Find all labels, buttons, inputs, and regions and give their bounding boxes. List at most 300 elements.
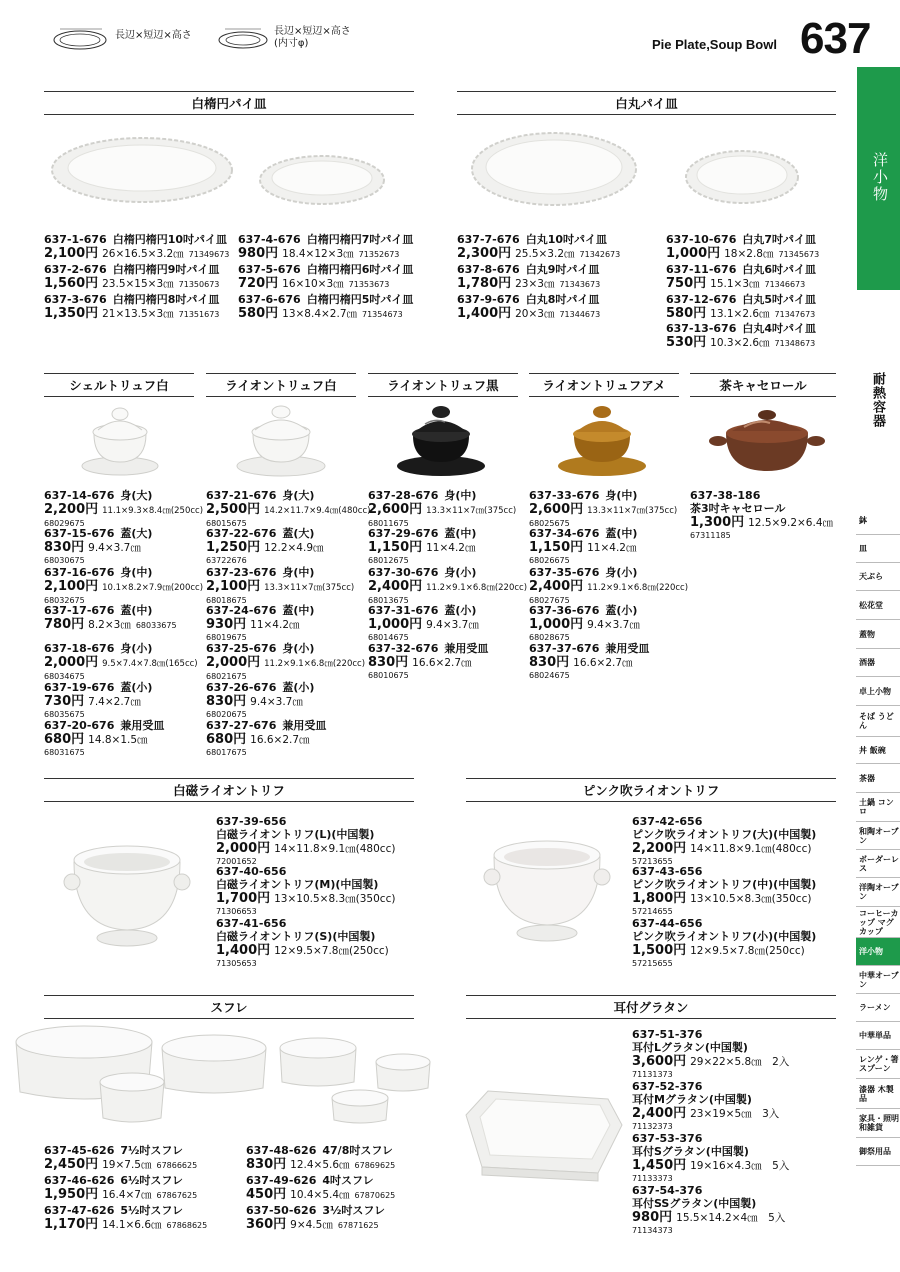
product-code: 637-35-676 — [529, 566, 600, 579]
product-price-line — [44, 732, 164, 748]
product-code: 637-29-676 — [368, 527, 439, 540]
product-price-line — [368, 617, 479, 633]
product-code: 637-9-676 — [457, 293, 520, 306]
product-price-line — [44, 540, 152, 556]
product-size: 12.5×9.2×6.4㎝ — [748, 517, 833, 529]
product-jan-code: 68010675 — [368, 671, 409, 680]
product-name: 身(大) — [282, 489, 315, 502]
brown-casserole-image — [708, 405, 826, 480]
product-price-line — [529, 617, 640, 633]
product-code: 637-7-676 — [457, 233, 520, 246]
product-jan-code: 71352673 — [358, 250, 400, 259]
product-jan-code: 68018675 — [206, 596, 247, 605]
product-price-line — [44, 694, 152, 710]
product-price-line — [666, 246, 819, 262]
product-code: 637-14-676 — [44, 489, 115, 502]
product-code-line — [206, 642, 365, 655]
product-price: 2,000円 — [206, 655, 261, 670]
product-price: 1,250円 — [206, 540, 261, 555]
product-price: 360円 — [246, 1217, 287, 1232]
product-code: 637-39-656 — [216, 815, 287, 828]
product-code-line — [44, 1144, 197, 1157]
product-price: 1,500円 — [632, 943, 687, 958]
product-entry — [44, 1144, 197, 1173]
product-price-line — [216, 891, 395, 907]
nav-item[interactable]: 皿 — [856, 535, 900, 563]
product-jan-code: 68011675 — [368, 519, 409, 528]
product-name: 白丸8吋パイ皿 — [525, 293, 600, 306]
product-code-line — [529, 527, 637, 540]
product-jan-code: 71343673 — [559, 280, 601, 289]
product-price-line — [206, 732, 326, 748]
nav-item[interactable]: 中華単品 — [856, 1022, 900, 1050]
product-name: 白楕円楕円6吋パイ皿 — [306, 263, 414, 276]
product-name: 身(中) — [120, 566, 153, 579]
product-name: 白丸4吋パイ皿 — [742, 322, 817, 335]
product-code-line — [44, 489, 203, 502]
product-price-line — [44, 246, 229, 262]
product-price: 1,170円 — [44, 1217, 99, 1232]
section-header-souffle: スフレ — [44, 995, 414, 1019]
product-size: 9.4×3.7㎝ — [88, 542, 141, 554]
product-price-line — [666, 306, 816, 322]
product-code-line — [529, 489, 677, 502]
product-jan-code: 71342673 — [579, 250, 621, 259]
product-entry — [368, 604, 479, 642]
product-entry — [44, 527, 152, 565]
product-price-line — [666, 276, 816, 292]
nav-item[interactable]: ボーダーレス — [856, 850, 900, 878]
product-size: 15.5×14.2×4㎝ 5入 — [676, 1212, 786, 1224]
product-price-line — [44, 1157, 197, 1173]
product-jan-code: 68026675 — [529, 556, 570, 565]
product-entry — [216, 917, 389, 968]
nav-item[interactable]: 天ぷら — [856, 563, 900, 591]
product-code: 637-23-676 — [206, 566, 277, 579]
product-entry — [44, 604, 177, 633]
product-name: 蓋(大) — [120, 527, 153, 540]
section-header-pink-lion: ピンク吹ライオントリフ — [466, 778, 836, 802]
product-size: 14.1×6.6㎝ — [102, 1219, 162, 1231]
product-code: 637-26-676 — [206, 681, 277, 694]
product-size: 13×10.5×8.3㎝(350cc) — [690, 893, 812, 905]
product-jan-code: 68017675 — [206, 748, 247, 757]
product-entry — [666, 233, 819, 262]
product-size: 14×11.8×9.1㎝(480cc) — [274, 843, 396, 855]
product-size: 13×10.5×8.3㎝(350cc) — [274, 893, 396, 905]
product-price: 2,400円 — [529, 579, 584, 594]
product-entry — [632, 815, 816, 866]
product-jan-code: 71131373 — [632, 1070, 673, 1079]
product-price: 780円 — [44, 617, 85, 632]
product-price: 2,500円 — [206, 502, 261, 517]
product-price-line — [529, 579, 688, 596]
product-price-line — [206, 655, 365, 672]
product-name: 蓋(小) — [605, 604, 638, 617]
product-price-line — [238, 276, 413, 292]
product-entry — [206, 681, 314, 719]
product-name: 白楕円楕円9吋パイ皿 — [112, 263, 220, 276]
product-size: 8.2×3㎝ — [88, 619, 131, 631]
product-size: 9.5×7.4×7.8㎝(165cc) — [102, 659, 198, 669]
product-name: 茶3吋キャセロール — [690, 502, 786, 515]
product-jan-code: 71348673 — [774, 339, 816, 348]
product-name: 白丸6吋パイ皿 — [742, 263, 817, 276]
nav-item[interactable]: ラーメン — [856, 994, 900, 1022]
section-header-lion-black: ライオントリュフ黒 — [368, 373, 518, 397]
product-price-line — [529, 655, 649, 671]
product-code-line — [44, 681, 152, 694]
product-price: 2,200円 — [44, 502, 99, 517]
product-name: 身(中) — [605, 489, 638, 502]
nav-item[interactable]: 洋陶オーブン — [856, 878, 900, 907]
nav-item[interactable]: 中華オーブン — [856, 966, 900, 994]
round-pie-dish-large-image — [470, 125, 640, 210]
product-price: 980円 — [632, 1210, 673, 1225]
product-name: 兼用受皿 — [282, 719, 327, 732]
product-code-line — [44, 293, 219, 306]
product-entry — [368, 642, 488, 680]
product-price-line — [529, 502, 677, 519]
product-code: 637-5-676 — [238, 263, 301, 276]
product-code-line — [246, 1144, 395, 1157]
product-code: 637-52-376 — [632, 1080, 703, 1093]
product-name: 身(小) — [444, 566, 477, 579]
product-size: 10.4×5.4㎝ — [290, 1189, 350, 1201]
product-size: 14.8×1.5㎝ — [88, 734, 148, 746]
lion-truffle-black-image — [395, 402, 489, 480]
product-price-line — [44, 617, 177, 633]
product-price: 2,100円 — [206, 579, 261, 594]
product-entry — [44, 489, 203, 528]
product-code: 637-22-676 — [206, 527, 277, 540]
product-entry — [457, 293, 600, 322]
product-jan-code: 71347673 — [774, 310, 816, 319]
product-code-line — [368, 604, 479, 617]
nav-item[interactable]: レンゲ・箸 スプーン — [856, 1050, 900, 1079]
page-number: 637 — [800, 14, 871, 63]
product-price-line — [44, 502, 203, 519]
product-name: 兼用受皿 — [605, 642, 650, 655]
product-jan-code: 71349673 — [188, 250, 230, 259]
product-entry — [529, 604, 640, 642]
nav-item[interactable]: 松花堂 — [856, 591, 900, 620]
product-price: 680円 — [44, 732, 85, 747]
legend-text-1: 長辺×短辺×高さ — [115, 30, 192, 41]
product-size: 9.4×3.7㎝ — [587, 619, 640, 631]
product-code-line — [246, 1174, 395, 1187]
product-code: 637-48-626 — [246, 1144, 317, 1157]
subcategory-label: 耐熱容器 — [870, 372, 885, 428]
product-jan-code: 68027675 — [529, 596, 570, 605]
product-code: 637-12-676 — [666, 293, 737, 306]
product-code: 637-21-676 — [206, 489, 277, 502]
product-size: 16.6×2.7㎝ — [573, 657, 633, 669]
product-jan-code: 57213655 — [632, 857, 673, 866]
product-size: 11.2×9.1×6.8㎝(220cc) — [587, 583, 689, 593]
product-size: 9.4×3.7㎝ — [426, 619, 479, 631]
nav-item[interactable]: 卓上小物 — [856, 677, 900, 706]
product-name: 蓋(小) — [282, 681, 315, 694]
product-price-line — [216, 841, 395, 857]
product-size: 10.3×2.6㎝ — [710, 337, 770, 349]
product-code: 637-53-376 — [632, 1132, 703, 1145]
product-code: 637-51-376 — [632, 1028, 703, 1041]
nav-item[interactable]: 茶器 — [856, 764, 900, 793]
product-name: 47/8吋スフレ — [322, 1144, 393, 1157]
product-size: 13.3×11×7㎝(375cc) — [426, 506, 517, 516]
product-price-line — [632, 943, 816, 959]
lion-truffle-white-image — [235, 400, 329, 480]
product-jan-code: 68013675 — [368, 596, 409, 605]
product-size: 23×3㎝ — [515, 278, 555, 290]
product-code: 637-3-676 — [44, 293, 107, 306]
product-jan-code: 71344673 — [559, 310, 601, 319]
product-size: 25.5×3.2㎝ — [515, 248, 575, 260]
product-size: 16×10×3㎝ — [282, 278, 344, 290]
nav-item[interactable]: 漆器 木製品 — [856, 1079, 900, 1109]
product-price: 1,800円 — [632, 891, 687, 906]
product-price-line — [206, 502, 370, 519]
product-jan-code: 67868625 — [166, 1221, 208, 1230]
product-code: 637-8-676 — [457, 263, 520, 276]
product-entry — [44, 233, 229, 262]
product-price: 2,600円 — [368, 502, 423, 517]
product-name: 蓋(中) — [605, 527, 638, 540]
product-jan-code: 68025675 — [529, 519, 570, 528]
product-jan-code: 68021675 — [206, 672, 247, 681]
product-price: 830円 — [368, 655, 409, 670]
product-size: 13.1×2.6㎝ — [710, 308, 770, 320]
product-price-line — [246, 1157, 395, 1173]
product-price-line — [632, 1210, 785, 1226]
lion-truffle-amber-image — [556, 402, 650, 480]
product-price: 1,300円 — [690, 515, 745, 530]
product-name: 蓋(中) — [120, 604, 153, 617]
product-code-line — [238, 233, 413, 246]
product-jan-code: 71134373 — [632, 1226, 673, 1235]
product-price: 1,000円 — [666, 246, 721, 261]
product-price-line — [368, 655, 488, 671]
product-entry — [206, 489, 370, 528]
product-size: 16.4×7㎝ — [102, 1189, 152, 1201]
product-code: 637-2-676 — [44, 263, 107, 276]
oval-dish-legend-icon — [52, 26, 110, 52]
product-price-line — [44, 306, 219, 322]
product-price-line — [368, 502, 516, 519]
product-price: 1,000円 — [529, 617, 584, 632]
product-code: 637-27-676 — [206, 719, 277, 732]
product-price-line — [368, 540, 476, 556]
product-price-line — [206, 694, 314, 710]
product-jan-code: 71350673 — [178, 280, 220, 289]
section-header-shell-truffle: シェルトリュフ白 — [44, 373, 194, 397]
product-jan-code: 68032675 — [44, 596, 85, 605]
product-jan-code: 71132373 — [632, 1122, 673, 1131]
product-price: 830円 — [206, 694, 247, 709]
product-code-line — [666, 293, 816, 306]
product-price: 2,200円 — [632, 841, 687, 856]
nav-item[interactable]: 鉢 — [856, 507, 900, 535]
product-price: 2,400円 — [632, 1106, 687, 1121]
section-header-lion-white: ライオントリュフ白 — [206, 373, 356, 397]
product-entry — [206, 642, 365, 681]
product-price: 580円 — [238, 306, 279, 321]
product-size: 11.2×9.1×6.8㎝(220cc) — [264, 659, 366, 669]
product-price-line — [632, 1158, 789, 1174]
product-size: 26×16.5×3.2㎝ — [102, 248, 184, 260]
product-jan-code: 71133373 — [632, 1174, 673, 1183]
product-size: 14×11.8×9.1㎝(480cc) — [690, 843, 812, 855]
product-code: 637-19-676 — [44, 681, 115, 694]
nav-item[interactable]: 蓋物 — [856, 620, 900, 649]
product-price: 2,100円 — [44, 579, 99, 594]
product-entry — [529, 527, 637, 565]
product-name: 兼用受皿 — [120, 719, 165, 732]
product-price-line — [44, 1187, 197, 1203]
product-code-line — [206, 489, 370, 502]
product-name: 蓋(小) — [444, 604, 477, 617]
round-pie-dish-small-image — [684, 145, 804, 210]
product-entry — [246, 1204, 385, 1233]
product-code: 637-45-626 — [44, 1144, 115, 1157]
product-code: 637-6-676 — [238, 293, 301, 306]
product-jan-code: 71351673 — [178, 310, 220, 319]
product-price-line — [238, 246, 413, 262]
product-price: 1,700円 — [216, 891, 271, 906]
product-code: 637-17-676 — [44, 604, 115, 617]
product-price: 830円 — [44, 540, 85, 555]
product-size: 13.3×11×7㎝(375cc) — [587, 506, 678, 516]
product-jan-code: 67311185 — [690, 531, 731, 540]
nav-item[interactable]: 洋小物 — [856, 938, 900, 966]
product-size: 18×2.8㎝ — [724, 248, 774, 260]
product-jan-code: 68019675 — [206, 633, 247, 642]
product-code-line — [368, 642, 488, 655]
product-code: 637-47-626 — [44, 1204, 115, 1217]
product-price: 2,400円 — [368, 579, 423, 594]
nav-item[interactable]: 和陶オーブン — [856, 822, 900, 850]
product-jan-code: 67869625 — [354, 1161, 396, 1170]
page-subtitle: Pie Plate,Soup Bowl — [652, 37, 777, 52]
product-size: 16.6×2.7㎝ — [250, 734, 310, 746]
product-name: 5½吋スフレ — [120, 1204, 183, 1217]
legend-text-2b: (内寸φ) — [274, 38, 309, 49]
product-code-line — [44, 263, 219, 276]
product-entry — [238, 293, 413, 322]
product-code-line — [457, 233, 620, 246]
product-price-line — [44, 579, 203, 596]
product-entry — [246, 1174, 395, 1203]
product-price-line — [368, 579, 527, 596]
product-code: 637-20-676 — [44, 719, 115, 732]
product-name: 白丸7吋パイ皿 — [742, 233, 817, 246]
section-header-gratin: 耳付グラタン — [466, 995, 836, 1019]
product-price-line — [206, 540, 324, 556]
product-code-line — [457, 263, 600, 276]
product-entry — [529, 489, 677, 528]
product-code-line — [44, 642, 198, 655]
product-code-line — [457, 293, 600, 306]
product-entry — [666, 293, 816, 322]
product-size: 11×4.2㎝ — [250, 619, 300, 631]
product-price: 930円 — [206, 617, 247, 632]
product-price: 2,450円 — [44, 1157, 99, 1172]
product-jan-code: 71305653 — [216, 959, 257, 968]
product-price-line — [632, 1106, 779, 1122]
nav-item[interactable]: 土鍋 コンロ — [856, 793, 900, 822]
product-name: 6½吋スフレ — [120, 1174, 183, 1187]
round-dish-legend-icon — [215, 26, 273, 52]
product-size: 23.5×15×3㎝ — [102, 278, 174, 290]
product-name: 耳付Lグラタン(中国製) — [632, 1041, 748, 1054]
product-price-line — [44, 1217, 207, 1233]
product-price: 2,100円 — [44, 246, 99, 261]
product-name: 蓋(中) — [282, 604, 315, 617]
product-size: 11×4.2㎝ — [587, 542, 637, 554]
product-price-line — [529, 540, 637, 556]
product-code: 637-34-676 — [529, 527, 600, 540]
product-code: 637-32-676 — [368, 642, 439, 655]
product-jan-code: 68029675 — [44, 519, 85, 528]
nav-item[interactable]: 酒器 — [856, 649, 900, 677]
product-size: 11×4.2㎝ — [426, 542, 476, 554]
product-jan-code: 68015675 — [206, 519, 247, 528]
product-name: 白楕円楕円5吋パイ皿 — [306, 293, 414, 306]
product-code: 637-50-626 — [246, 1204, 317, 1217]
product-size: 20×3㎝ — [515, 308, 555, 320]
product-code: 637-30-676 — [368, 566, 439, 579]
souffle-dishes-image — [14, 1022, 444, 1140]
pink-lion-bowl-image — [482, 835, 612, 945]
product-name: 身(中) — [444, 489, 477, 502]
product-size: 11.1×9.3×8.4㎝(250cc) — [102, 506, 204, 516]
product-entry — [632, 1028, 789, 1079]
product-name: 白磁ライオントリフ(M)(中国製) — [216, 878, 379, 891]
product-code-line — [206, 681, 314, 694]
nav-item[interactable]: コーヒーカップ マグカップ — [856, 907, 900, 938]
section-header-round-pie: 白丸パイ皿 — [457, 91, 836, 115]
product-code-line — [206, 719, 326, 732]
product-jan-code: 68033675 — [135, 621, 177, 630]
product-price: 2,300円 — [457, 246, 512, 261]
legend-text-2 — [274, 26, 351, 50]
product-price-line — [690, 515, 833, 531]
product-name: 身(小) — [605, 566, 638, 579]
product-name: 白楕円楕円7吋パイ皿 — [306, 233, 414, 246]
product-size: 11.2×9.1×6.8㎝(220cc) — [426, 583, 528, 593]
product-code-line — [44, 1174, 197, 1187]
nav-item[interactable]: 御祭用品 — [856, 1138, 900, 1166]
product-jan-code: 68034675 — [44, 672, 85, 681]
nav-item[interactable]: 丼 飯碗 — [856, 737, 900, 764]
product-price-line — [238, 306, 413, 322]
product-price: 680円 — [206, 732, 247, 747]
product-code: 637-37-676 — [529, 642, 600, 655]
product-code: 637-11-676 — [666, 263, 737, 276]
oval-pie-dish-small-image — [258, 150, 388, 210]
product-size: 9.4×3.7㎝ — [250, 696, 303, 708]
product-entry — [457, 263, 600, 292]
nav-item[interactable]: そば うどん — [856, 706, 900, 737]
nav-item[interactable]: 家具・照明 和雑貨 — [856, 1109, 900, 1138]
product-code: 637-16-676 — [44, 566, 115, 579]
product-price: 530円 — [666, 335, 707, 350]
product-code-line — [44, 719, 164, 732]
product-jan-code: 67870625 — [354, 1191, 396, 1200]
product-jan-code: 67871625 — [337, 1221, 379, 1230]
product-size: 13.3×11×7㎝(375cc) — [264, 583, 355, 593]
